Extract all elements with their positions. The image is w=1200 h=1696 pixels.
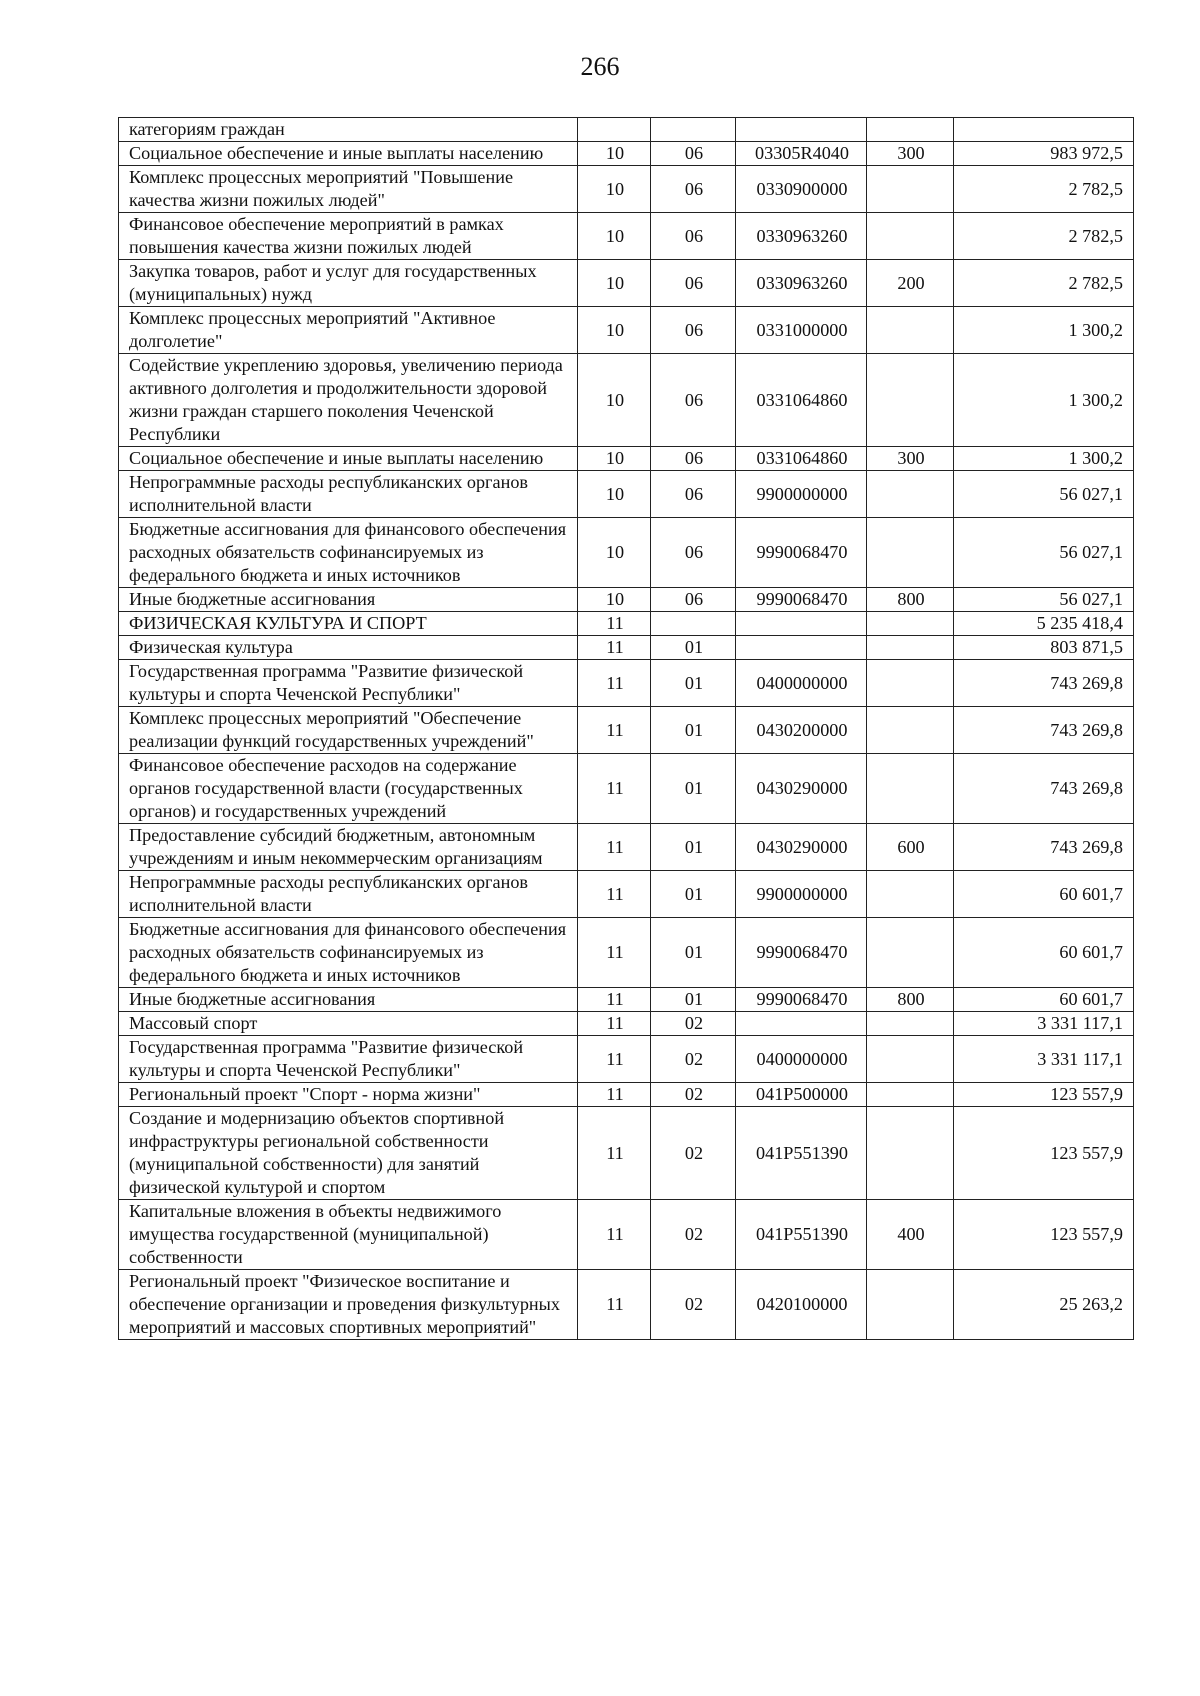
expense-type-cell (867, 1012, 954, 1036)
expense-type-cell (867, 754, 954, 824)
table-row (119, 1083, 1134, 1107)
subsection-code-cell (651, 612, 736, 636)
target-article-cell: 0400000000 (736, 660, 867, 707)
target-article-cell: 0330900000 (736, 166, 867, 213)
expense-type-cell: 400 (867, 1200, 954, 1270)
item-name-cell: категориям граждан (119, 118, 578, 142)
target-article-cell: 0331064860 (736, 447, 867, 471)
section-code-cell: 10 (578, 260, 651, 307)
subsection-code-cell: 02 (651, 1083, 736, 1107)
amount-cell: 1 300,2 (954, 447, 1134, 471)
target-article-cell: 9990068470 (736, 918, 867, 988)
amount-cell: 1 300,2 (954, 354, 1134, 447)
section-code-cell: 10 (578, 213, 651, 260)
expense-type-cell (867, 518, 954, 588)
table-row (119, 707, 1134, 754)
amount-cell: 56 027,1 (954, 588, 1134, 612)
table-row (119, 166, 1134, 213)
amount-cell: 5 235 418,4 (954, 612, 1134, 636)
target-article-cell: 9990068470 (736, 518, 867, 588)
section-code-cell: 11 (578, 1036, 651, 1083)
amount-cell: 743 269,8 (954, 754, 1134, 824)
expense-type-cell (867, 118, 954, 142)
amount-cell: 123 557,9 (954, 1200, 1134, 1270)
item-name-cell: Создание и модернизацию объектов спортивной инфраструктуры региональной собственности (муниципальной собственности) для занятий физической культурой и спортом (119, 1107, 578, 1200)
amount-cell: 123 557,9 (954, 1083, 1134, 1107)
table-row (119, 871, 1134, 918)
section-code-cell: 11 (578, 1012, 651, 1036)
expense-type-cell: 300 (867, 142, 954, 166)
expense-type-cell: 300 (867, 447, 954, 471)
section-code-cell: 11 (578, 988, 651, 1012)
target-article-cell (736, 118, 867, 142)
table-row (119, 1270, 1134, 1340)
target-article-cell (736, 636, 867, 660)
expense-type-cell (867, 307, 954, 354)
expense-type-cell: 200 (867, 260, 954, 307)
target-article-cell: 0420100000 (736, 1270, 867, 1340)
section-code-cell: 10 (578, 447, 651, 471)
item-name-cell: Предоставление субсидий бюджетным, автономным учреждениям и иным некоммерческим организациям (119, 824, 578, 871)
target-article-cell: 041P551390 (736, 1200, 867, 1270)
item-name-cell: Непрограммные расходы республиканских органов исполнительной власти (119, 871, 578, 918)
amount-cell: 743 269,8 (954, 707, 1134, 754)
item-name-cell: Иные бюджетные ассигнования (119, 988, 578, 1012)
subsection-code-cell: 06 (651, 307, 736, 354)
section-code-cell: 11 (578, 871, 651, 918)
table-row (119, 988, 1134, 1012)
section-code-cell: 11 (578, 754, 651, 824)
section-code-cell: 10 (578, 166, 651, 213)
section-code-cell: 11 (578, 1083, 651, 1107)
item-name-cell: Капитальные вложения в объекты недвижимого имущества государственной (муниципальной) собственности (119, 1200, 578, 1270)
table-row (119, 118, 1134, 142)
amount-cell: 743 269,8 (954, 660, 1134, 707)
subsection-code-cell: 01 (651, 636, 736, 660)
table-row (119, 660, 1134, 707)
expense-type-cell (867, 1270, 954, 1340)
budget-table-body (119, 118, 1134, 1340)
table-row (119, 918, 1134, 988)
subsection-code-cell: 02 (651, 1012, 736, 1036)
amount-cell: 1 300,2 (954, 307, 1134, 354)
subsection-code-cell: 01 (651, 754, 736, 824)
table-row (119, 447, 1134, 471)
target-article-cell: 041P500000 (736, 1083, 867, 1107)
subsection-code-cell: 01 (651, 660, 736, 707)
amount-cell: 2 782,5 (954, 260, 1134, 307)
table-row (119, 307, 1134, 354)
table-row (119, 213, 1134, 260)
expense-type-cell (867, 213, 954, 260)
item-name-cell: Региональный проект "Спорт - норма жизни" (119, 1083, 578, 1107)
item-name-cell: Физическая культура (119, 636, 578, 660)
amount-cell: 983 972,5 (954, 142, 1134, 166)
item-name-cell: Комплекс процессных мероприятий "Повышение качества жизни пожилых людей" (119, 166, 578, 213)
section-code-cell: 11 (578, 918, 651, 988)
target-article-cell: 0331064860 (736, 354, 867, 447)
item-name-cell: Бюджетные ассигнования для финансового обеспечения расходных обязательств софинансируемых из федерального бюджета и иных источников (119, 918, 578, 988)
item-name-cell: Содействие укреплению здоровья, увеличению периода активного долголетия и продолжительности здоровой жизни граждан старшего поколения Чеченской Республики (119, 354, 578, 447)
table-row (119, 260, 1134, 307)
section-code-cell: 11 (578, 1200, 651, 1270)
subsection-code-cell: 02 (651, 1107, 736, 1200)
section-code-cell: 10 (578, 471, 651, 518)
section-code-cell (578, 118, 651, 142)
item-name-cell: Комплекс процессных мероприятий "Активное долголетие" (119, 307, 578, 354)
section-code-cell: 11 (578, 824, 651, 871)
amount-cell: 2 782,5 (954, 166, 1134, 213)
item-name-cell: Социальное обеспечение и иные выплаты населению (119, 447, 578, 471)
amount-cell: 743 269,8 (954, 824, 1134, 871)
target-article-cell: 9900000000 (736, 471, 867, 518)
page-number: 266 (580, 52, 620, 81)
amount-cell: 56 027,1 (954, 471, 1134, 518)
subsection-code-cell: 02 (651, 1036, 736, 1083)
target-article-cell: 0430290000 (736, 824, 867, 871)
expense-type-cell: 800 (867, 588, 954, 612)
expense-type-cell (867, 1083, 954, 1107)
item-name-cell: Массовый спорт (119, 1012, 578, 1036)
item-name-cell: Финансовое обеспечение мероприятий в рамках повышения качества жизни пожилых людей (119, 213, 578, 260)
amount-cell: 3 331 117,1 (954, 1036, 1134, 1083)
item-name-cell: Закупка товаров, работ и услуг для государственных (муниципальных) нужд (119, 260, 578, 307)
target-article-cell: 0430290000 (736, 754, 867, 824)
expense-type-cell (867, 918, 954, 988)
subsection-code-cell: 06 (651, 166, 736, 213)
section-code-cell: 10 (578, 142, 651, 166)
section-code-cell: 10 (578, 518, 651, 588)
subsection-code-cell: 02 (651, 1270, 736, 1340)
target-article-cell: 0330963260 (736, 213, 867, 260)
amount-cell (954, 118, 1134, 142)
item-name-cell: Комплекс процессных мероприятий "Обеспечение реализации функций государственных учреждений" (119, 707, 578, 754)
expense-type-cell (867, 612, 954, 636)
section-code-cell: 11 (578, 660, 651, 707)
subsection-code-cell: 01 (651, 918, 736, 988)
table-row (119, 1012, 1134, 1036)
subsection-code-cell: 01 (651, 824, 736, 871)
expense-type-cell (867, 354, 954, 447)
amount-cell: 3 331 117,1 (954, 1012, 1134, 1036)
subsection-code-cell: 01 (651, 707, 736, 754)
expense-type-cell: 600 (867, 824, 954, 871)
expense-type-cell: 800 (867, 988, 954, 1012)
target-article-cell: 9990068470 (736, 988, 867, 1012)
target-article-cell: 0430200000 (736, 707, 867, 754)
expense-type-cell (867, 660, 954, 707)
section-code-cell: 11 (578, 1270, 651, 1340)
target-article-cell: 041P551390 (736, 1107, 867, 1200)
expense-type-cell (867, 471, 954, 518)
table-row (119, 636, 1134, 660)
table-row (119, 518, 1134, 588)
subsection-code-cell (651, 118, 736, 142)
target-article-cell: 03305R4040 (736, 142, 867, 166)
budget-table (118, 117, 1134, 1340)
item-name-cell: Бюджетные ассигнования для финансового обеспечения расходных обязательств софинансируемых из федерального бюджета и иных источников (119, 518, 578, 588)
amount-cell: 56 027,1 (954, 518, 1134, 588)
table-row (119, 142, 1134, 166)
amount-cell: 60 601,7 (954, 871, 1134, 918)
subsection-code-cell: 06 (651, 471, 736, 518)
section-code-cell: 10 (578, 588, 651, 612)
target-article-cell: 0331000000 (736, 307, 867, 354)
subsection-code-cell: 06 (651, 213, 736, 260)
amount-cell: 2 782,5 (954, 213, 1134, 260)
table-row (119, 824, 1134, 871)
item-name-cell: Региональный проект "Физическое воспитание и обеспечение организации и проведения физкультурных мероприятий и массовых спортивных мероприятий" (119, 1270, 578, 1340)
subsection-code-cell: 02 (651, 1200, 736, 1270)
target-article-cell (736, 1012, 867, 1036)
target-article-cell (736, 612, 867, 636)
item-name-cell: ФИЗИЧЕСКАЯ КУЛЬТУРА И СПОРТ (119, 612, 578, 636)
target-article-cell: 9900000000 (736, 871, 867, 918)
subsection-code-cell: 01 (651, 871, 736, 918)
table-row (119, 1036, 1134, 1083)
item-name-cell: Государственная программа "Развитие физической культуры и спорта Чеченской Республики" (119, 1036, 578, 1083)
amount-cell: 803 871,5 (954, 636, 1134, 660)
target-article-cell: 9990068470 (736, 588, 867, 612)
expense-type-cell (867, 636, 954, 660)
item-name-cell: Финансовое обеспечение расходов на содержание органов государственной власти (государственных органов) и государственных учреждений (119, 754, 578, 824)
item-name-cell: Иные бюджетные ассигнования (119, 588, 578, 612)
amount-cell: 25 263,2 (954, 1270, 1134, 1340)
section-code-cell: 11 (578, 636, 651, 660)
table-row (119, 1200, 1134, 1270)
subsection-code-cell: 06 (651, 518, 736, 588)
amount-cell: 60 601,7 (954, 988, 1134, 1012)
item-name-cell: Социальное обеспечение и иные выплаты населению (119, 142, 578, 166)
expense-type-cell (867, 1036, 954, 1083)
subsection-code-cell: 06 (651, 354, 736, 447)
section-code-cell: 11 (578, 707, 651, 754)
table-row (119, 354, 1134, 447)
table-row (119, 588, 1134, 612)
target-article-cell: 0400000000 (736, 1036, 867, 1083)
subsection-code-cell: 01 (651, 988, 736, 1012)
expense-type-cell (867, 871, 954, 918)
table-row (119, 471, 1134, 518)
table-row (119, 1107, 1134, 1200)
expense-type-cell (867, 1107, 954, 1200)
section-code-cell: 10 (578, 307, 651, 354)
section-code-cell: 10 (578, 354, 651, 447)
table-row (119, 754, 1134, 824)
subsection-code-cell: 06 (651, 588, 736, 612)
expense-type-cell (867, 707, 954, 754)
section-code-cell: 11 (578, 612, 651, 636)
item-name-cell: Непрограммные расходы республиканских органов исполнительной власти (119, 471, 578, 518)
target-article-cell: 0330963260 (736, 260, 867, 307)
subsection-code-cell: 06 (651, 260, 736, 307)
amount-cell: 60 601,7 (954, 918, 1134, 988)
amount-cell: 123 557,9 (954, 1107, 1134, 1200)
item-name-cell: Государственная программа "Развитие физической культуры и спорта Чеченской Республики" (119, 660, 578, 707)
subsection-code-cell: 06 (651, 142, 736, 166)
expense-type-cell (867, 166, 954, 213)
table-row (119, 612, 1134, 636)
section-code-cell: 11 (578, 1107, 651, 1200)
subsection-code-cell: 06 (651, 447, 736, 471)
